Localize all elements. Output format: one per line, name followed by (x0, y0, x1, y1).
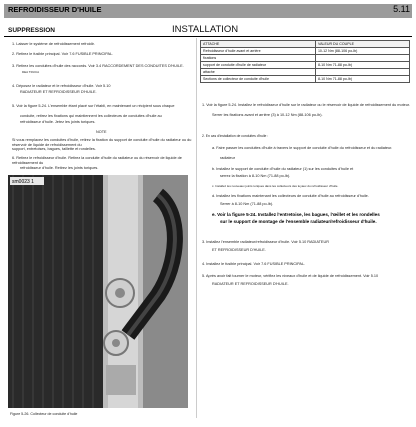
removal-step-5: 5. Voir la figure 5-24. L'ensemble étant placé sur l'établi, en maintenant un récipient sous chaque (12, 104, 175, 108)
section-title-removal: SUPPRESSION (8, 27, 55, 34)
note-label: NOTE (96, 130, 107, 134)
table-header: VALEUR DU COUPLE (315, 41, 409, 48)
install-step-2b-line2: serrez la fixation à 8-10 Nm (71-88 po-lb). (220, 174, 291, 178)
oil-cooler-illustration (8, 175, 188, 408)
removal-step-6: 6. Retirez le refroidisseur d'huile. Retirez la conduite d'huile du radiateur ou du réservoir de liquide de refroidissement du (12, 156, 182, 165)
install-step-3-line2: ET REFROIDISSEUR D'HUILE. (212, 248, 266, 252)
table-cell (315, 55, 409, 62)
install-step-2a-line2: radiateur (220, 156, 235, 160)
install-step-2e-line2: sur le support de montage de l'ensemble radiateur/refroidisseur d'huile. (220, 219, 377, 224)
table-cell: Refroidisseur d'huile avant et arrière (201, 48, 316, 55)
section-title-installation: INSTALLATION (172, 24, 239, 35)
removal-step-6-line2: refroidisseur d'huile. Retirez les joints toriques. (20, 166, 99, 170)
install-step-5-line2: RADIATEUR ET REFROIDISSEUR D'HUILE. (212, 282, 289, 286)
page-title: REFROIDISSEUR D'HUILE (8, 5, 102, 14)
install-step-2d-line2: Serrer à 8-10 Nm (71-88 po-lb). (220, 202, 274, 206)
table-row (201, 62, 410, 69)
install-step-2: 2. En cas d'installation de conduites d'huile : (202, 134, 269, 138)
column-divider (196, 38, 197, 418)
table-cell: support de conduite d'huile de radiateur (201, 62, 316, 69)
install-step-5: 5. Après avoir fait tourner le moteur, vérifiez les niveaux d'huile et de liquide de refroidissement. Voir 5.10 (202, 274, 379, 278)
note-text-2: support, entretoises, bagues, taillette et rondelles. (12, 147, 96, 151)
table-cell: 8-10 Nm 71-88 po-lb) (315, 76, 409, 83)
install-step-2c: c. Installez les nouveaux joints toriques dans les collecteurs des tuyaux du refroidisseur d'huile. (212, 184, 339, 188)
table-header: ATTACHE (201, 41, 316, 48)
table-cell: attache (201, 69, 316, 76)
install-step-3: 3. Installez l'ensemble radiateur/refroidisseur d'huile. Voir 5.10 RADIATEUR (202, 240, 329, 244)
section-rule (4, 36, 412, 37)
table-row (201, 69, 410, 76)
figure-caption: Figure 5-26. Collecteur de conduite d'huile (10, 412, 78, 416)
install-step-2d: d. Installez les fixations maintenant les collecteurs de conduite d'huile au refroidisseur d'huile. (212, 194, 369, 198)
table-cell: fixations (201, 55, 316, 62)
note-text: Si vous remplacez les conduites d'huile, retirez la fixation du support de conduite d'huile du radiateur ou du réservoir de liquide de refroidissement du (12, 138, 192, 147)
removal-step-5-line3: refroidisseur d'huile. Jetez les joints toriques. (20, 120, 96, 124)
removal-step-2: 2. Retirez le fusible principal. Voir 7.6 FUSIBLE PRINCIPAL. (12, 52, 114, 56)
table-row (201, 76, 410, 83)
table-row (201, 55, 410, 62)
table-cell: Sections de collecteur de conduite d'huile (201, 76, 316, 83)
install-step-1: 1. Voir la figure 5-24. Installez le refroidisseur d'huile sur le radiateur ou le réservoir de liquide de refroidissement du moteur. (202, 103, 410, 107)
removal-step-4: 4. Déposez le radiateur et le refroidisseur d'huile. Voir 5.10 (12, 84, 111, 88)
install-step-4: 4. Installez le fusible principal. Voir 7.6 FUSIBLE PRINCIPAL. (202, 262, 306, 266)
table-cell (315, 69, 409, 76)
removal-step-4-ref: RADIATEUR ET REFROIDISSEUR D'HUILE. (20, 90, 97, 94)
oil-line-manifold-photo (8, 175, 188, 408)
table-cell: 10-12 Nm (88-106 po-lb) (315, 48, 409, 55)
install-step-1-line2: Serrer les fixations avant et arrière (3) à 10-12 Nm (88-106 po-lb). (212, 113, 323, 117)
removal-step-3-note: DEA TRUCA (22, 70, 40, 74)
page-number: 5.11 (393, 4, 410, 14)
install-step-2a: a. Faire passer les conduites d'huile à travers le support de conduite d'huile du refroidisseur et du radiateur. (212, 146, 393, 150)
removal-step-1: 1. Laisser le système de refroidissement refroidir. (12, 42, 95, 46)
photo-tag: sm0023 1 (12, 179, 34, 185)
removal-step-3: 3. Retirez les conduites d'huile des raccords. Voir 3.4 RACCORDEMENT DES CONDUITES D'HUILE. (12, 64, 184, 68)
table-cell: 8-10 Nm 71-88 po-lb) (315, 62, 409, 69)
removal-step-5-line2: conduite, retirez les fixations qui maintiennent les collecteurs de conduites d'huile au (20, 114, 162, 118)
install-step-2b: b. Installez le support de conduite d'huile du radiateur (1) sur les conduites d'huile et (212, 167, 354, 171)
install-step-2e: e. Voir la figure 5-24. Installez l'entretoise, les bagues, l'œillet et les rondelles (212, 212, 380, 217)
table-header-row (201, 41, 410, 48)
table-row (201, 48, 410, 55)
torque-table (200, 40, 410, 83)
